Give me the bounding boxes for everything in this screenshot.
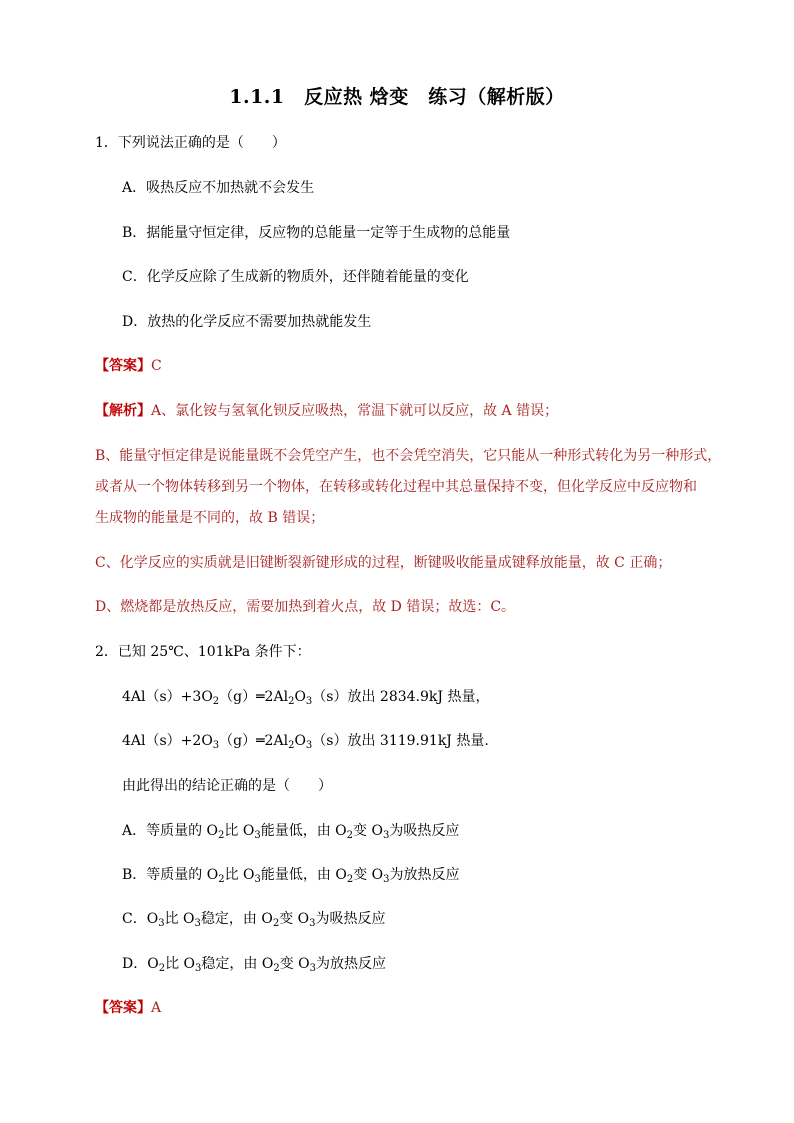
question-1-analysis-line-6: D、燃烧都是放热反应，需要加热到着火点，故 D 错误；故选：C。 [95, 599, 516, 615]
question-1-option-c: C．化学反应除了生成新的物质外，还伴随着能量的变化 [122, 269, 469, 285]
question-2-answer [95, 998, 161, 1018]
question-2-option-c: C．$O_3$比 $O_3$稳定，由 $O_2$变 $O_3$为吸热反应 [122, 911, 386, 929]
question-1-analysis-line-4: 生成物的能量是不同的，故 B 错误； [95, 510, 325, 526]
question-2-prompt: 由此得出的结论正确的是（ ） [122, 778, 332, 794]
analysis-text: A、氯化铵与氢氧化钡反应吸热，常温下就可以反应，故 A 错误； [151, 403, 559, 419]
answer-value: A [151, 1000, 162, 1016]
question-1-stem: 1．下列说法正确的是（ ） [95, 135, 286, 151]
question-2-option-d: D．$O_2$比 $O_3$稳定，由 $O_2$变 $O_3$为放热反应 [122, 956, 387, 974]
answer-label: 【答案】 [95, 358, 151, 374]
question-1-analysis-line-2: B、能量守恒定律是说能量既不会凭空产生，也不会凭空消失，它只能从一种形式转化为另一种形式， [95, 448, 722, 464]
question-1-analysis-line-3: 或者从一个物体转移到另一个物体，在转移或转化过程中其总量保持不变，但化学反应中反应物和 [95, 479, 697, 495]
question-1-analysis-line-5: C、化学反应的实质就是旧键断裂新键形成的过程，断键吸收能量成键释放能量，故 C 正确； [95, 555, 672, 571]
answer-value: C [151, 358, 162, 374]
question-1-option-a: A．吸热反应不加热就不会发生 [122, 180, 315, 196]
question-2-option-a: A．等质量的 $O_2$比 $O_3$能量低，由 $O_2$变 $O_3$为吸热反应 [122, 823, 460, 841]
question-1-analysis-line-1 [95, 401, 558, 421]
page-title: 1.1.1 反应热 焓变 练习（解析版） [229, 86, 565, 108]
question-1-option-d: D．放热的化学反应不需要加热就能发生 [122, 314, 372, 330]
answer-label: 【答案】 [95, 1000, 151, 1016]
question-2-stem: 2．已知 25℃、101kPa 条件下： [95, 644, 311, 660]
equation-2: $4Al(s)+2O_3(g)═2Al_2O_3(s)$放出 3119.91kJ 热量. [122, 733, 489, 751]
analysis-label: 【解析】 [95, 403, 151, 419]
equation-1: $4Al(s)+3O_2(g)═2Al_2O_3(s)$放出 2834.9kJ 热量， [122, 689, 490, 707]
question-1-option-b: B．据能量守恒定律，反应物的总能量一定等于生成物的总能量 [122, 225, 511, 241]
question-1-answer [95, 356, 162, 376]
question-2-option-b: B．等质量的 $O_2$比 $O_3$能量低，由 $O_2$变 $O_3$为放热反应 [122, 867, 460, 885]
